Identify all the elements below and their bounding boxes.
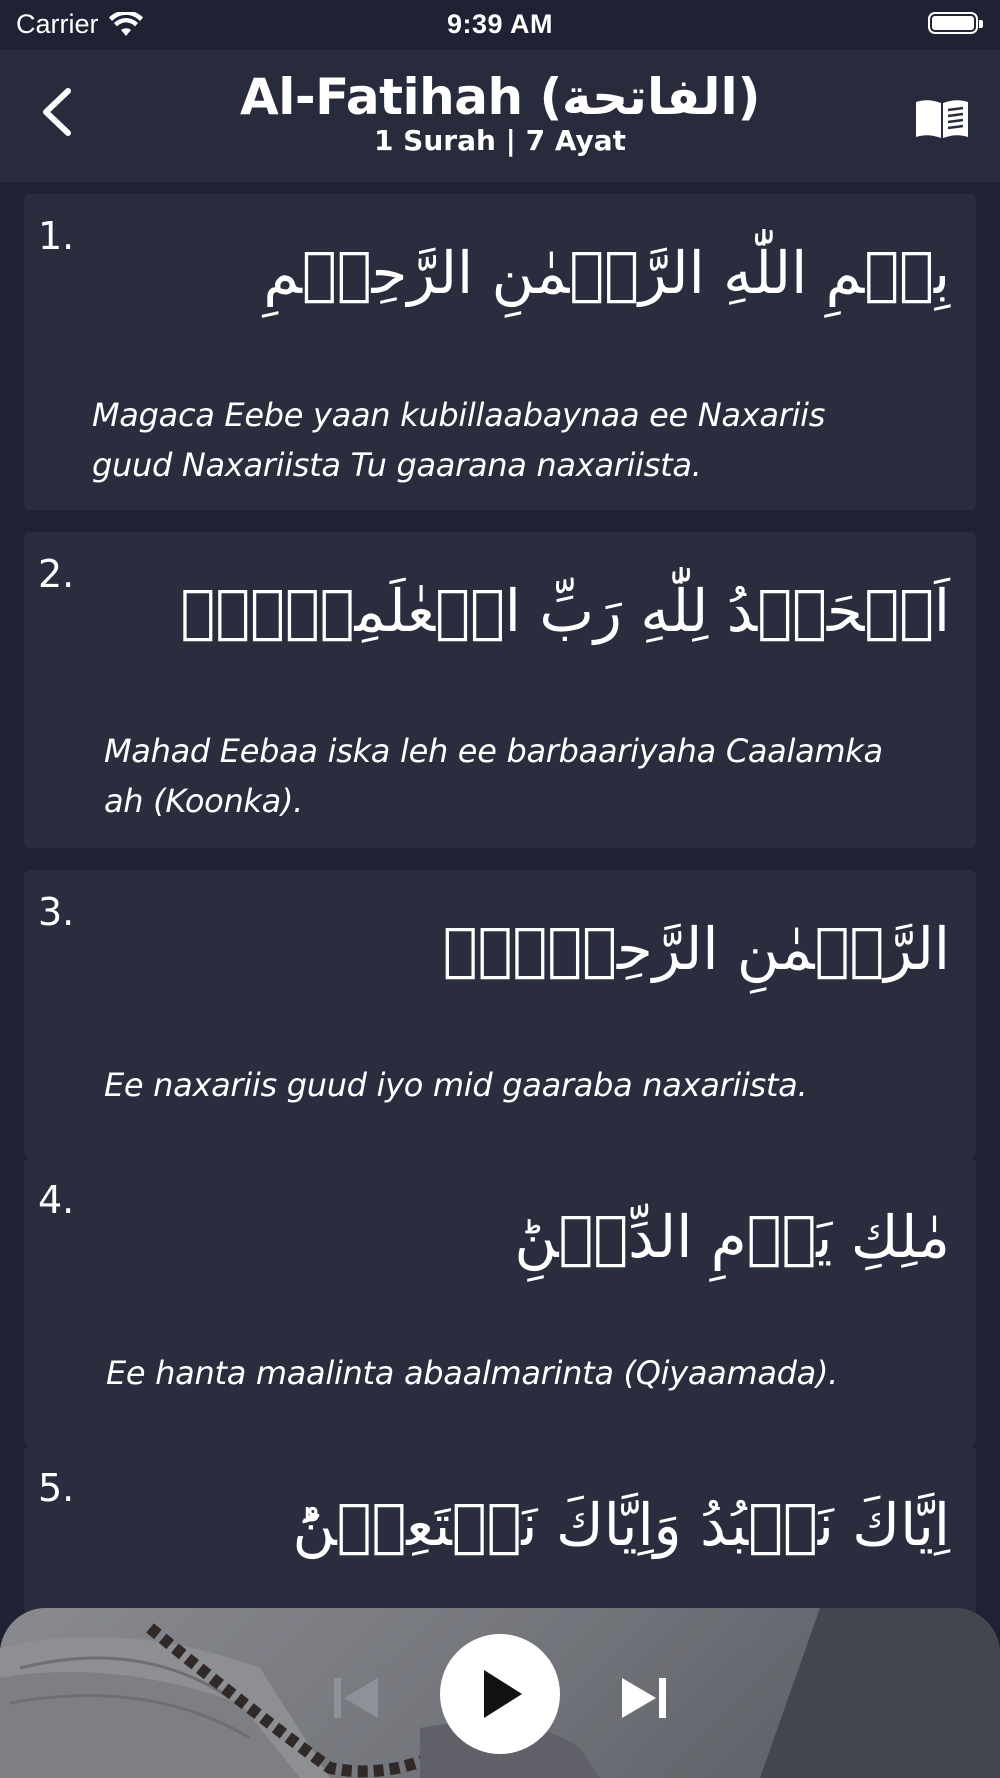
translation-line: Ee naxariis guud iyo mid gaaraba naxariista. xyxy=(104,1066,808,1104)
translation-line: guud Naxariista Tu gaarana naxariista. xyxy=(92,446,702,484)
translation-line: ah (Koonka). xyxy=(104,782,304,820)
translation-line: Ee hanta maalinta abaalmarinta (Qiyaamada). xyxy=(106,1354,839,1392)
translation-line: Mahad Eebaa iska leh ee barbaariyaha Caalamka xyxy=(104,732,883,770)
status-time: 9:39 AM xyxy=(446,9,554,39)
ayah-card[interactable] xyxy=(24,1446,976,1612)
page-subtitle: 1 Surah | 7 Ayat xyxy=(373,124,627,157)
open-book-icon xyxy=(912,94,972,144)
ayah-card[interactable] xyxy=(24,194,976,510)
ayah-number: 1. xyxy=(38,214,75,258)
skip-next-icon xyxy=(616,1670,672,1726)
ayah-card[interactable] xyxy=(24,1158,976,1446)
play-button[interactable] xyxy=(440,1634,560,1754)
skip-previous-icon xyxy=(328,1670,384,1726)
ayah-number: 4. xyxy=(38,1178,75,1222)
play-icon xyxy=(472,1664,528,1724)
ayah-arabic-text: اِيَّاكَ نَعۡبُدُ وَاِيَّاكَ نَسۡتَعِيۡنُؕ xyxy=(292,1491,950,1559)
ayah-arabic-text: مٰلِكِ يَوۡمِ الدِّيۡنِؕ xyxy=(514,1203,950,1271)
ayah-card[interactable] xyxy=(24,532,976,848)
read-mode-button[interactable] xyxy=(912,94,972,144)
audio-player xyxy=(0,1608,1000,1778)
ayah-card[interactable] xyxy=(24,870,976,1158)
navigation-bar xyxy=(0,50,1000,182)
previous-button[interactable] xyxy=(328,1670,384,1726)
ayah-translation xyxy=(92,390,825,490)
page-title: Al-Fatihah (الفاتحة) xyxy=(240,68,760,126)
ayah-arabic-text: بِسۡمِ اللّٰهِ الرَّحۡمٰنِ الرَّحِيۡمِ xyxy=(263,239,950,307)
battery-icon xyxy=(928,12,978,34)
status-bar xyxy=(0,0,1000,50)
ayah-arabic-text: اَلۡحَمۡدُ لِلّٰهِ رَبِّ الۡعٰلَمِيۡنَۙ xyxy=(180,577,950,645)
ayah-translation xyxy=(104,726,883,826)
ayah-translation xyxy=(106,1348,838,1398)
ayah-translation xyxy=(104,1060,807,1110)
next-button[interactable] xyxy=(616,1670,672,1726)
ayah-arabic-text: الرَّحۡمٰنِ الرَّحِيۡمِۙ xyxy=(442,915,950,983)
ayah-number: 2. xyxy=(38,552,75,596)
carrier-label: Carrier xyxy=(16,9,99,39)
ayah-list[interactable] xyxy=(0,182,1000,1612)
ayah-number: 5. xyxy=(38,1466,75,1510)
translation-line: Magaca Eebe yaan kubillaabaynaa ee Naxariis xyxy=(92,396,826,434)
ayah-number: 3. xyxy=(38,890,75,934)
